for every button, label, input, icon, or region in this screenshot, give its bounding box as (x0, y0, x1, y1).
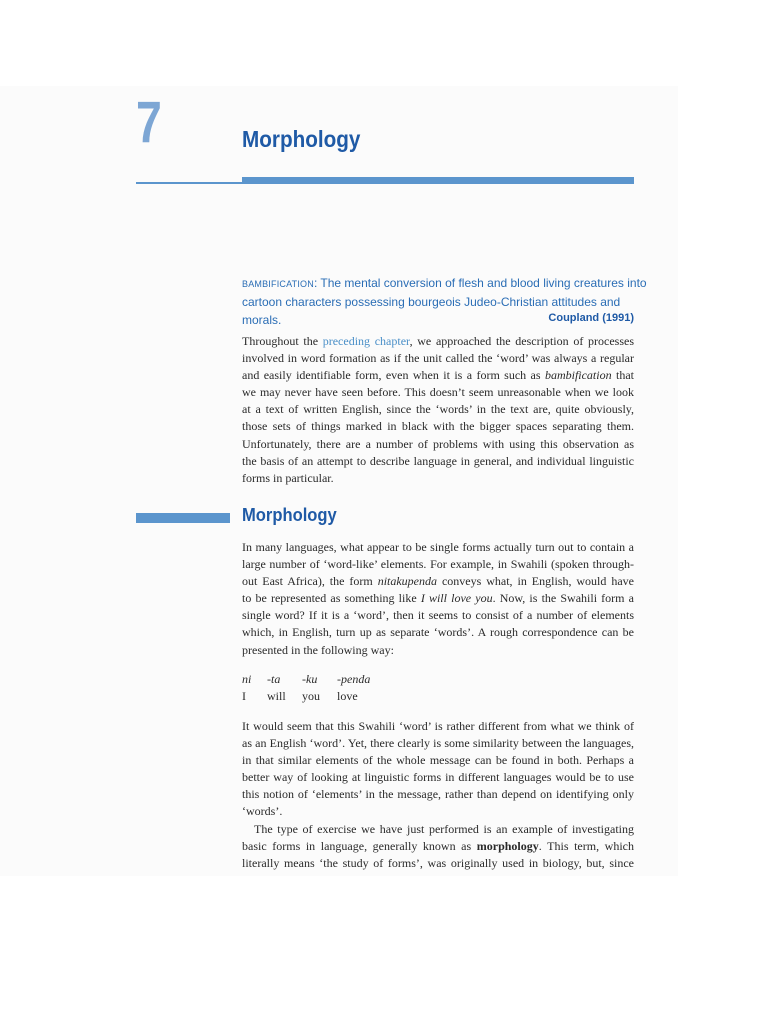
paragraph-line: in that similar elements of the whole message can be found in both. Perhaps a (242, 753, 634, 768)
intro-line: those sets of things marked in black with the bigger spaces separating them. (242, 419, 634, 434)
chapter-number: 7 (136, 90, 162, 155)
section-paragraph-1 (242, 539, 634, 659)
preceding-chapter-link[interactable]: preceding chapter (322, 334, 410, 348)
epigraph-credit: Coupland (1991) (548, 312, 634, 324)
paragraph-line: this notion of ‘elements’ in the message, rather than depend on identifying only (242, 787, 634, 802)
epigraph-line3: morals. (242, 313, 282, 327)
section-paragraph-2 (242, 718, 634, 821)
section-paragraph-3 (242, 821, 634, 872)
section-title: Morphology (242, 505, 337, 525)
phrase-i-will-love-you: I will love you (420, 591, 493, 606)
paragraph-line: In many languages, what appear to be single forms actually turn out to contain a (242, 540, 634, 554)
paragraph-line: out East Africa), the form nitakupenda conveys what, in English, would have (242, 574, 634, 589)
gloss-swahili-morpheme: ni (242, 672, 252, 686)
intro-paragraph (242, 333, 634, 487)
paragraph-line: to be represented as something like I will love you. Now, is the Swahili form a (242, 591, 634, 606)
paragraph-line: literally means ‘the study of forms’, was originally used in biology, but, since (242, 856, 634, 871)
intro-line: and easily identifiable form, even when it is a form such as bambification that (242, 368, 634, 383)
paragraph-line: better way of looking at linguistic forms in different languages would be to use (242, 770, 634, 785)
intro-line: at a text of written English, since the ‘words’ in the text are, quite obviously, (242, 402, 634, 417)
intro-line: forms in particular. (242, 470, 334, 485)
term-nitakupenda: nitakupenda (377, 574, 438, 589)
paragraph-line: single word? If it is a ‘word’, then it seems to consist of a number of elements (242, 608, 634, 623)
paragraph-line: The type of exercise we have just performed is an example of investigating (254, 822, 634, 836)
intro-line: Unfortunately, there are a number of problems with using this observation as (242, 436, 634, 451)
paragraph-line: presented in the following way: (242, 642, 394, 657)
chapter-rule-left (136, 182, 242, 184)
chapter-title: Morphology (242, 126, 361, 152)
epigraph-line2: cartoon characters possessing bourgeois Judeo-Christian attitudes and (242, 295, 621, 309)
term-morphology: morphology (476, 839, 539, 854)
chapter-rule-right (242, 177, 634, 184)
intro-line: we may never have seen before. This doesn’t seem unreasonable when we look (242, 385, 634, 400)
paragraph-line: basic forms in language, generally known as morphology. This term, which (242, 839, 634, 854)
paragraph-line: large number of ‘word-like’ elements. For example, in Swahili (spoken through- (242, 557, 634, 572)
gloss-english-word: you (302, 689, 320, 703)
intro-line: the basis of an attempt to describe language in general, and individual linguistic (242, 453, 634, 468)
gloss-swahili-morpheme: -ta (267, 672, 281, 686)
gloss-english-word: will (267, 689, 286, 703)
intro-line: involved in word formation as if the unit called the ‘word’ was always a regular (242, 351, 634, 366)
gloss-swahili-morpheme: -penda (337, 672, 371, 686)
intro-line: Throughout the preceding chapter, we approached the description of processes (242, 334, 634, 348)
epigraph-definition-line1: : The mental conversion of flesh and blood living creatures into (313, 276, 647, 290)
gloss-english-word: I (242, 689, 246, 703)
paragraph-line: as an English ‘word’. Yet, there clearly is some similarity between the languages, (242, 736, 634, 751)
gloss-english-word: love (337, 689, 358, 703)
paragraph-line: It would seem that this Swahili ‘word’ is rather different from what we think of (242, 719, 634, 733)
gloss-swahili-morpheme: -ku (302, 672, 318, 686)
paragraph-line: which, in English, turn up as separate ‘words’. A rough correspondence can be (242, 625, 634, 640)
epigraph-term: BAMBIFICATION (242, 279, 314, 289)
paragraph-line: ‘words’. (242, 804, 283, 819)
section-heading-bar (136, 513, 230, 523)
term-bambification: bambification (544, 368, 612, 383)
